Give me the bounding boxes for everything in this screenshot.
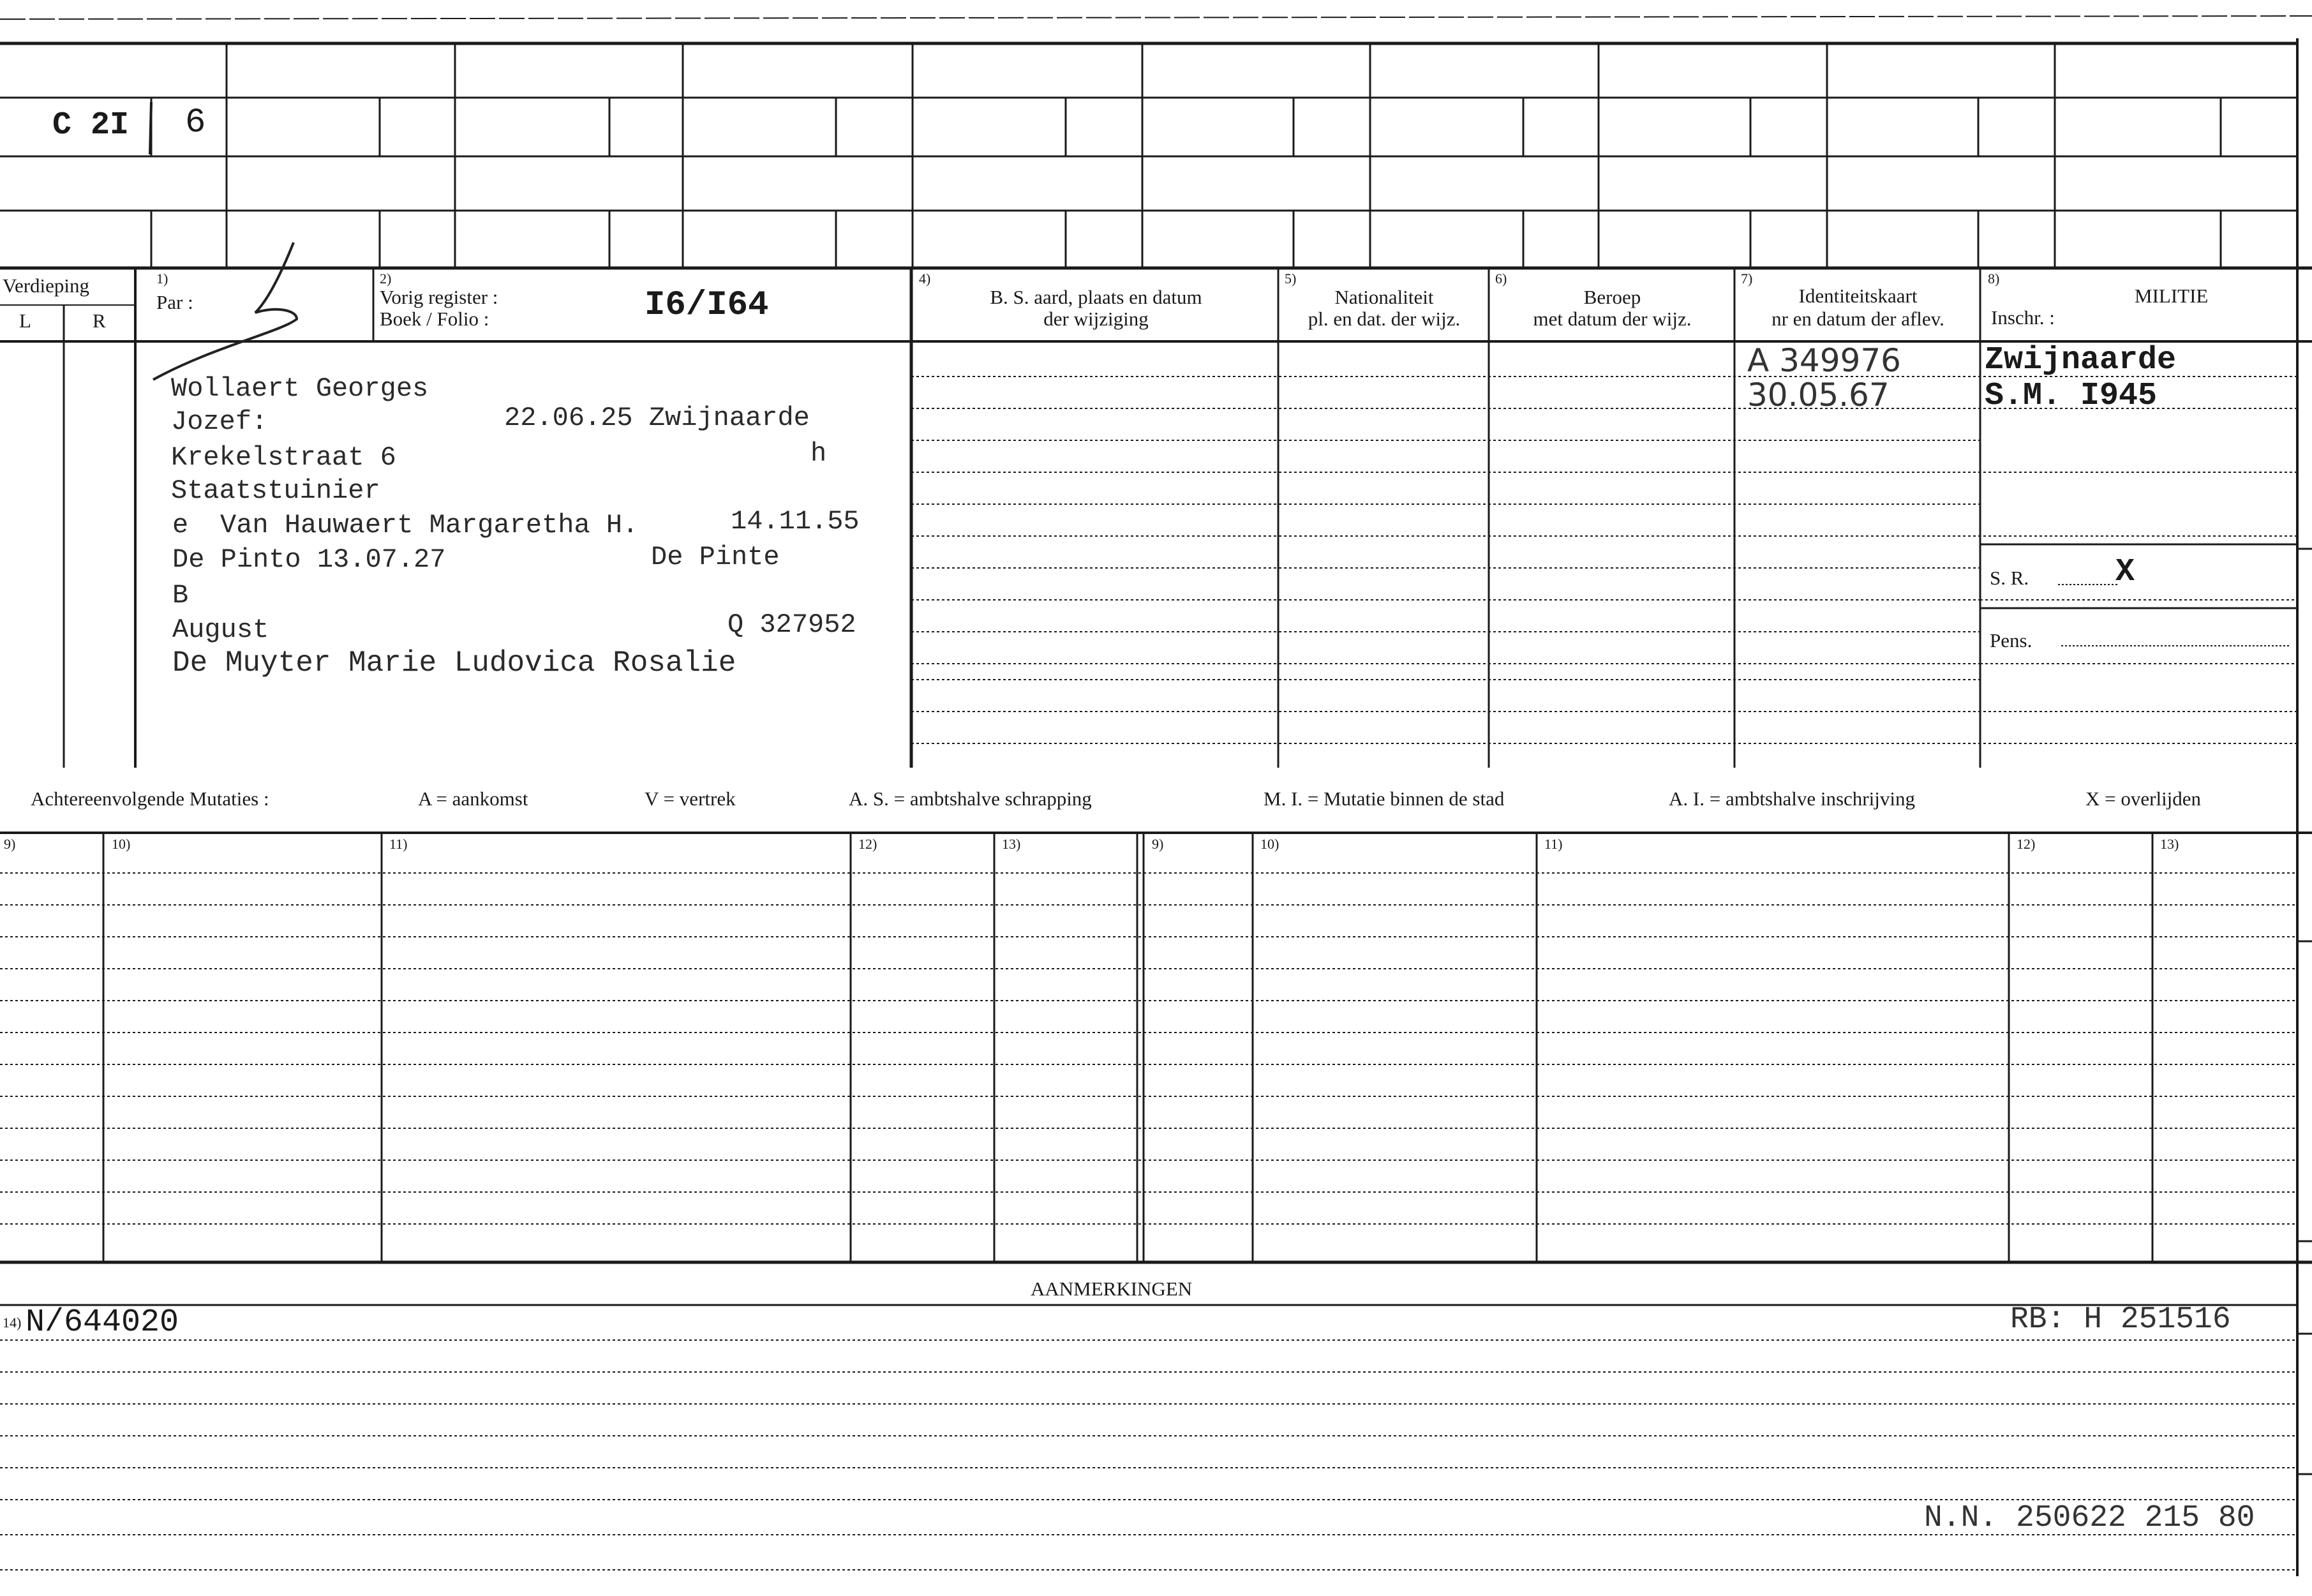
identity-card-number: A 349976	[1747, 342, 1901, 379]
legend-aankomst: A = aankomst	[418, 787, 528, 810]
col-l-label: L	[19, 310, 31, 332]
person-surname-firstname: Wollaert Georges	[171, 373, 429, 404]
mut-col-11-left: 11)	[389, 836, 408, 852]
person-address-mark: h	[810, 438, 827, 469]
folio-value: I6/I64	[645, 286, 769, 325]
beroep-header-1: Beroep	[1583, 286, 1641, 308]
h7-number: 7)	[1741, 271, 1753, 287]
id-header-1: Identiteitskaart	[1798, 285, 1918, 307]
marriage-date: 14.11.55	[731, 506, 860, 537]
inschr-label: Inschr. :	[1991, 306, 2055, 329]
spouse-name: Van Hauwaert Margaretha H.	[220, 510, 639, 541]
mut-col-13-left: 13)	[1002, 836, 1021, 852]
bs-header-2: der wijziging	[1043, 308, 1149, 330]
person-occupation: Staatstuinier	[171, 475, 380, 506]
remarks-rb-number: RB: H 251516	[2010, 1302, 2231, 1337]
mutations-title: Achtereenvolgende Mutaties :	[31, 787, 269, 810]
mut-col-12-right: 12)	[2017, 836, 2036, 852]
sr-label: S. R.	[1990, 567, 2029, 589]
militia-sm: S.M. I945	[1985, 378, 2158, 414]
person-address: Krekelstraat 6	[171, 442, 396, 473]
father-name: August	[172, 615, 269, 645]
mother-name: De Muyter Marie Ludovica Rosalie	[172, 646, 736, 680]
remarks-number: 14)	[3, 1315, 22, 1331]
mut-col-9-right: 9)	[1152, 836, 1164, 852]
pens-label: Pens.	[1990, 629, 2032, 652]
h2-number: 2)	[380, 271, 392, 287]
legend-mutatie-stad: M. I. = Mutatie binnen de stad	[1264, 787, 1505, 810]
sr-value: X	[2115, 554, 2135, 590]
beroep-header-2: met datum der wijz.	[1533, 308, 1692, 330]
mut-col-12-left: 12)	[858, 836, 877, 852]
legend-inschrijving: A. I. = ambtshalve inschrijving	[1669, 787, 1915, 810]
bs-header-1: B. S. aard, plaats en datum	[990, 286, 1202, 308]
h6-number: 6)	[1495, 271, 1507, 287]
h8-number: 8)	[1988, 271, 2000, 287]
remarks-title: AANMERKINGEN	[1031, 1278, 1193, 1300]
par-label: Par :	[156, 291, 193, 313]
h1-number: 1)	[156, 271, 168, 287]
legend-schrapping: A. S. = ambtshalve schrapping	[849, 787, 1092, 810]
militia-place: Zwijnaarde	[1985, 342, 2177, 378]
nat-header-1: Nationaliteit	[1334, 286, 1434, 308]
card-code: C 2I	[52, 107, 130, 144]
remarks-n-number: N/644020	[26, 1304, 179, 1341]
mut-col-10-right: 10)	[1260, 836, 1279, 852]
id-header-2: nr en datum der aflev.	[1771, 308, 1944, 330]
person-note-b: B	[172, 580, 189, 611]
person-birth: 22.06.25 Zwijnaarde	[504, 403, 810, 433]
legend-overlijden: X = overlijden	[2085, 787, 2202, 810]
mut-col-9-left: 9)	[4, 836, 16, 852]
legend-vertrek: V = vertrek	[645, 787, 736, 810]
mut-col-11-right: 11)	[1544, 836, 1563, 852]
h5-number: 5)	[1285, 271, 1297, 287]
card-code-number: 6	[185, 103, 206, 142]
identity-card-date: 30.05.67	[1747, 377, 1890, 414]
col-r-label: R	[93, 310, 106, 332]
vorig-register-label: Vorig register :	[380, 286, 498, 308]
nat-header-2: pl. en dat. der wijz.	[1308, 308, 1461, 330]
boek-folio-label: Boek / Folio :	[380, 308, 489, 330]
mut-col-13-right: 13)	[2160, 836, 2179, 852]
father-number: Q 327952	[727, 609, 856, 640]
spouse-birth-place: De Pinte	[651, 542, 780, 572]
person-second-name: Jozef:	[171, 406, 268, 437]
h4-number: 4)	[919, 271, 931, 287]
spouse-prefix: e	[172, 510, 189, 541]
verdieping-label: Verdieping	[3, 274, 90, 297]
mut-col-10-left: 10)	[112, 836, 131, 852]
remarks-nn-number: N.N. 250622 215 80	[1924, 1501, 2255, 1535]
militie-header: MILITIE	[2135, 285, 2209, 307]
spouse-birth: De Pinto 13.07.27	[172, 544, 446, 575]
